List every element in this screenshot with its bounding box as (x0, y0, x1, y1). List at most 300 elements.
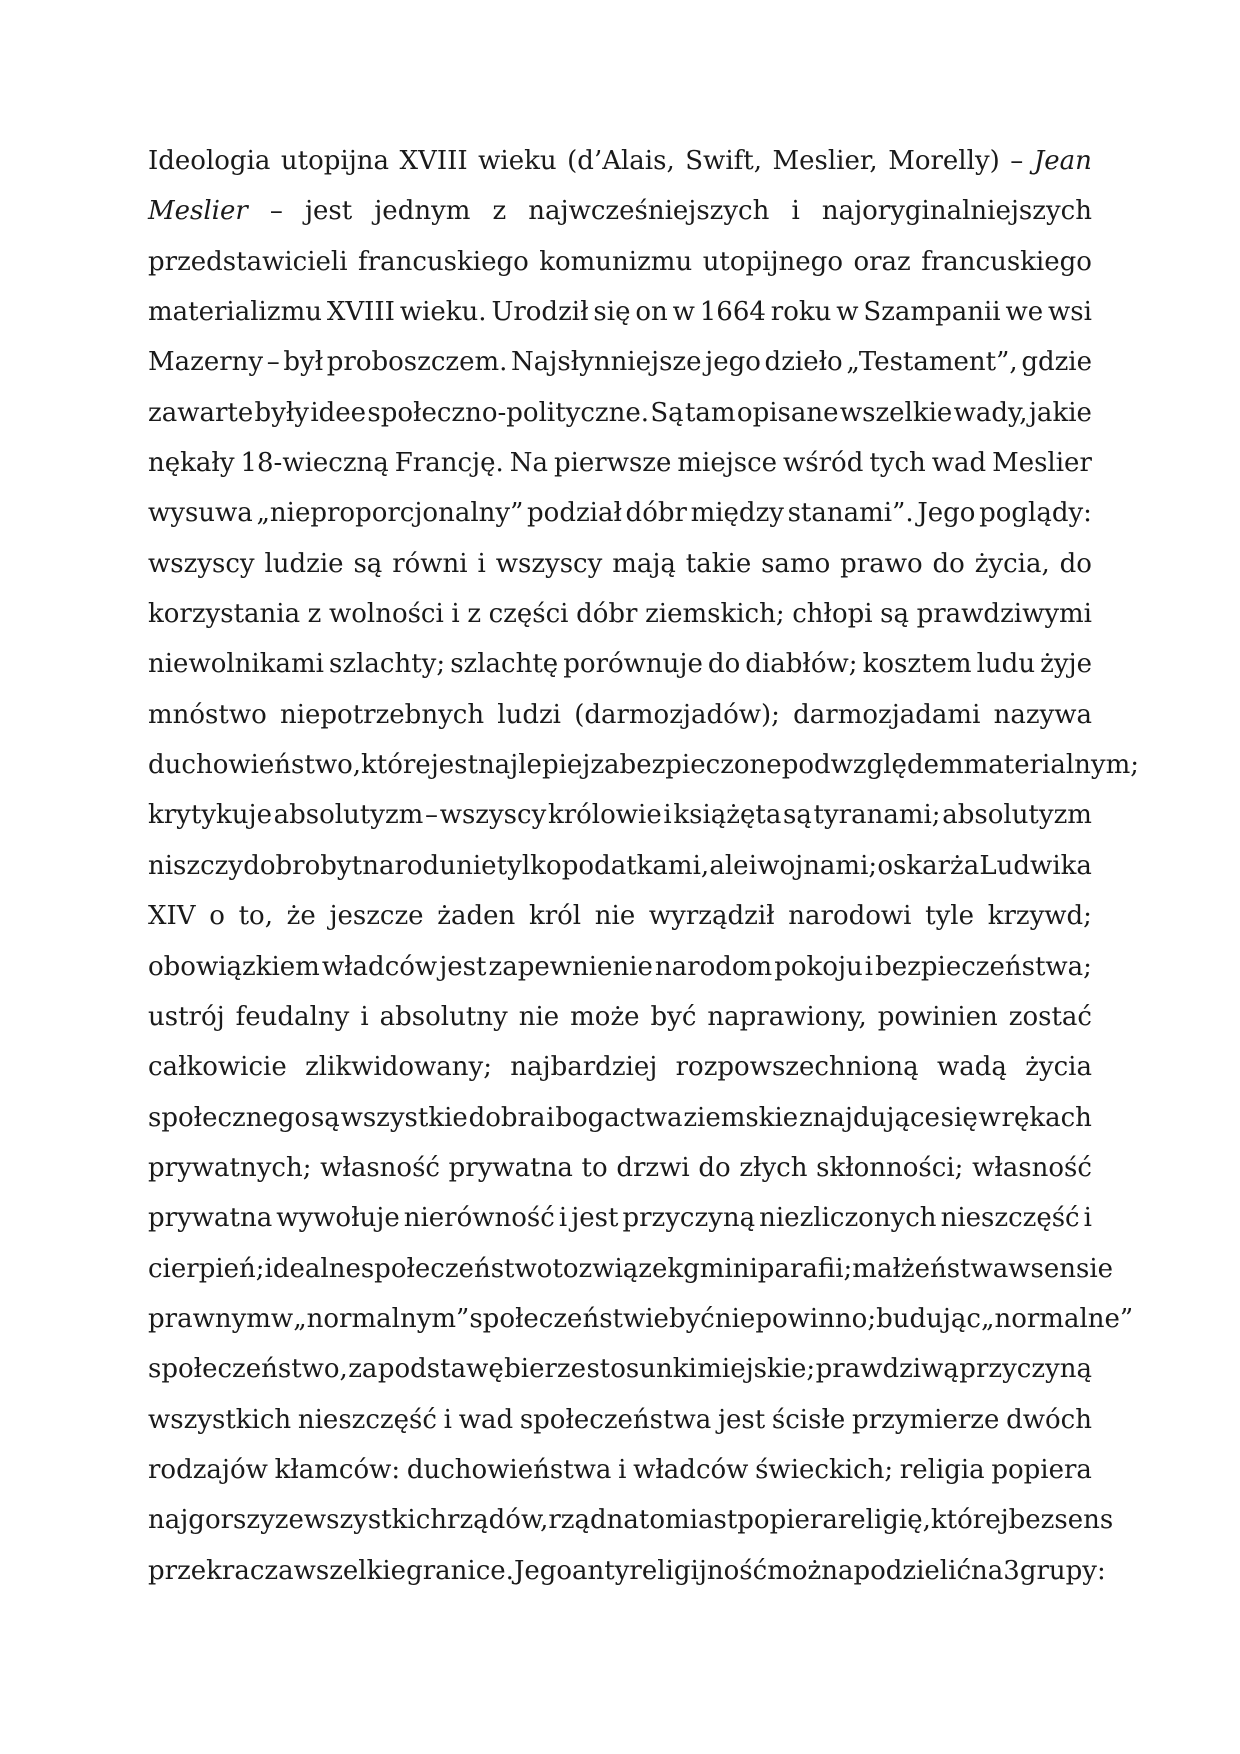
word: społeczeństwie (469, 1303, 669, 1334)
text-line (148, 1100, 1092, 1150)
text-line (148, 344, 1092, 394)
word: wolności (328, 599, 444, 630)
word: jest (571, 1203, 619, 1234)
word: diabłów; (745, 649, 858, 680)
word: XVIII (399, 146, 468, 176)
word: z (467, 599, 482, 630)
word: żyje (1040, 649, 1092, 680)
word: nie (714, 1303, 756, 1334)
word: wszyscy (495, 548, 603, 579)
word: części (488, 599, 569, 630)
word: mnóstwo (148, 699, 267, 730)
word: naprawiony, (707, 1001, 867, 1032)
word: feudalny (235, 1001, 350, 1032)
word: w (672, 297, 695, 328)
word: można (767, 1555, 854, 1586)
word: zlikwidowany; (305, 1052, 492, 1083)
word: zabezpieczone (590, 750, 782, 781)
word: król (528, 901, 582, 932)
word: niepotrzebnych (279, 699, 485, 730)
word: nękały (148, 448, 235, 479)
word: nieszczęść (940, 1203, 1080, 1234)
word: nierówność (403, 1203, 555, 1234)
word: własność (972, 1152, 1092, 1183)
word: dóbr (625, 498, 687, 529)
text-line (148, 193, 1092, 243)
word: „normalnym” (293, 1303, 470, 1334)
word: najwcześniejszych (528, 196, 770, 227)
word: rządów, (447, 1505, 549, 1536)
word: i (864, 951, 874, 982)
word: są (880, 599, 909, 630)
word: bezsens (1008, 1505, 1114, 1536)
word: narodom (654, 951, 773, 982)
word: najgorszy (148, 1505, 275, 1536)
word: utopijnego (702, 246, 843, 277)
word: chłopi (792, 599, 873, 630)
word: narodu (362, 850, 456, 881)
text-line (148, 999, 1092, 1049)
word: granice. (406, 1555, 514, 1586)
word: (darmozjadów); (574, 699, 780, 730)
text-line (148, 244, 1092, 294)
word: i (477, 548, 486, 579)
word: „nieproporcjonalny” (256, 498, 524, 529)
text-line (148, 949, 1092, 999)
word: oraz (853, 246, 911, 277)
word: antyreligijność (572, 1555, 768, 1586)
word: XIV (148, 901, 196, 932)
word: jego (705, 347, 761, 378)
word: Meslier, (772, 146, 878, 176)
text-line (148, 546, 1092, 596)
word: krytykuje (148, 800, 272, 831)
word: wszyscy (148, 548, 255, 579)
word: prawnym (148, 1303, 271, 1334)
word: władców (321, 951, 438, 982)
word: wieku. (399, 297, 487, 328)
word: podział (527, 498, 622, 529)
word: jednym (374, 196, 471, 227)
word: „Testament”, (846, 347, 1018, 378)
word: w (978, 1102, 1001, 1133)
word: prywatna (448, 1152, 573, 1183)
word: najlepiej (477, 750, 591, 781)
word: prawdziwymi (916, 599, 1092, 630)
word: królowie (547, 800, 662, 831)
text-line (148, 697, 1092, 747)
word: żaden (437, 901, 516, 932)
word: 1664 (699, 297, 766, 328)
word: idealne (264, 1253, 361, 1284)
word: duchowieństwo, (148, 750, 362, 781)
word: prawo (840, 548, 923, 579)
word: obowiązkiem (148, 951, 320, 982)
word: idee (310, 397, 367, 428)
word: niszczy (148, 850, 244, 881)
word: absolutyzm (273, 800, 424, 831)
word: które (361, 750, 431, 781)
word: ścisłe (771, 1404, 846, 1435)
word: życia, (974, 548, 1050, 579)
word: Mazerny (148, 347, 264, 378)
word: dzieło (764, 347, 843, 378)
word: wyrządził (648, 901, 775, 932)
word: dobrobyt (243, 850, 363, 881)
word: wszyscy (439, 800, 547, 831)
word: tam (684, 397, 736, 428)
word: i (451, 599, 460, 630)
word: XVIII (326, 297, 395, 328)
word: Meslier (992, 448, 1092, 479)
word: ludu (976, 649, 1036, 680)
word: prawdziwą (815, 1354, 959, 1385)
word: tyranami; (813, 800, 941, 831)
word: popiera (991, 1454, 1092, 1485)
word: Swift, (685, 146, 762, 176)
word: rząd (548, 1505, 607, 1536)
word: Jego (513, 1555, 573, 1586)
text-line (148, 1402, 1092, 1452)
word: tylko (496, 850, 562, 881)
text-line (148, 395, 1092, 445)
word: „normalne” (981, 1303, 1134, 1334)
word: ludzi (497, 699, 561, 730)
word: się (593, 297, 631, 328)
word: są (783, 800, 812, 831)
word: wywołuje (276, 1203, 400, 1234)
word: to, (238, 901, 273, 932)
word: przyczyną (622, 1203, 756, 1234)
text-line (148, 1200, 1092, 1250)
word: religię, (837, 1505, 931, 1536)
word: i (663, 800, 672, 831)
word: do (932, 548, 965, 579)
word: cierpień; (148, 1253, 265, 1284)
word: i (791, 196, 800, 227)
word: z (492, 196, 507, 227)
word: to (581, 1152, 608, 1183)
word: tyle (925, 901, 975, 932)
text-line (148, 445, 1092, 495)
word: wszelkie (293, 1555, 407, 1586)
word: Meslier (148, 196, 248, 227)
word: wysuwa (148, 498, 253, 529)
word: jest (304, 196, 353, 227)
word: rękach (1001, 1102, 1092, 1133)
word: wsi (1048, 297, 1092, 328)
word: Najsłynniejsze (511, 347, 702, 378)
word: Ideologia (148, 146, 271, 176)
word: na (971, 1555, 1004, 1586)
word: społecznego (148, 1102, 311, 1133)
word: wśród (783, 448, 864, 479)
word: i (1083, 1203, 1092, 1234)
word: całkowicie (148, 1052, 287, 1083)
word: względem (830, 750, 964, 781)
word: w (836, 297, 859, 328)
word: opisane (736, 397, 839, 428)
word: miejsce (677, 448, 778, 479)
word: takie (685, 548, 752, 579)
word: nazywa (993, 699, 1092, 730)
text-line (148, 848, 1092, 898)
word: jakie (1028, 397, 1092, 428)
word: zostać (1008, 1001, 1092, 1032)
text-line (148, 495, 1092, 545)
word: wieku (478, 146, 557, 176)
word: pod (781, 750, 831, 781)
word: władców (633, 1454, 749, 1485)
word: Szampanii (863, 297, 1001, 328)
word: ale (709, 850, 749, 881)
word: 18-wieczną (240, 448, 389, 479)
word: roku (770, 297, 832, 328)
word: kłamców: (274, 1454, 401, 1485)
word: bezpieczeństwa; (875, 951, 1092, 982)
word: – (266, 347, 280, 378)
word: są (310, 1102, 340, 1133)
word: zawarte (148, 397, 254, 428)
text-line (148, 1251, 1114, 1301)
word: przyczyną (959, 1354, 1092, 1385)
word: życia (1025, 1052, 1092, 1083)
word: wszystkich (148, 1404, 292, 1435)
text-line (148, 143, 1092, 193)
text-line (148, 596, 1092, 646)
word: komunizmu (539, 246, 693, 277)
word: podzielić (853, 1555, 972, 1586)
word: samo (761, 548, 831, 579)
word: nie (456, 850, 497, 881)
body-paragraph (148, 143, 1140, 1603)
word: miejskie; (697, 1354, 816, 1385)
word: niezliczonych (759, 1203, 937, 1234)
word: francuskiego (921, 246, 1092, 277)
word: wszelkie (839, 397, 953, 428)
word: nie (518, 1001, 560, 1032)
word: i (360, 1001, 369, 1032)
word: najbardziej (510, 1052, 658, 1083)
word: przekracza (148, 1555, 294, 1586)
word: poglądy: (979, 498, 1092, 529)
word: we (1005, 297, 1044, 328)
word: jest (430, 750, 478, 781)
text-line (148, 1301, 1134, 1351)
text-line (148, 747, 1140, 797)
text-line (148, 1553, 1106, 1603)
word: najoryginalniejszych (821, 196, 1092, 227)
word: ziemskie (683, 1102, 799, 1133)
word: wad (931, 448, 987, 479)
word: – (269, 196, 283, 227)
word: Francję. (394, 448, 504, 479)
word: szlachtę (450, 649, 559, 680)
word: w (1008, 1253, 1031, 1284)
word: drzwi (616, 1152, 690, 1183)
word: być (650, 1001, 697, 1032)
word: on (635, 297, 668, 328)
word: w (270, 1303, 294, 1334)
word: Są (650, 397, 684, 428)
word: kosztem (862, 649, 972, 680)
word: za (348, 1354, 378, 1385)
word: Na (509, 448, 548, 479)
word: pokoju (774, 951, 863, 982)
word: dóbr (576, 599, 638, 630)
word: krzywd; (987, 901, 1092, 932)
word: powinien (877, 1001, 998, 1032)
word: natomiast (606, 1505, 738, 1536)
word: społeczeństwa (519, 1404, 712, 1435)
word: równi (392, 548, 468, 579)
word: utopijna (280, 146, 390, 176)
word: tych (869, 448, 926, 479)
word: może (570, 1001, 640, 1032)
word: nieszczęść (297, 1404, 437, 1435)
word: ze (274, 1505, 304, 1536)
word: oskarża (877, 850, 980, 881)
word: i (749, 1253, 758, 1284)
word: nie (594, 901, 636, 932)
word: związek (578, 1253, 684, 1284)
word: były (254, 397, 309, 428)
word: społeczeństwo (360, 1253, 553, 1284)
word: narodowi (788, 901, 912, 932)
word: ziemskich; (645, 599, 785, 630)
word: małżeństwa (852, 1253, 1009, 1284)
word: bierze (504, 1354, 587, 1385)
word: rozpowszechnioną (675, 1052, 919, 1083)
word: przedstawicieli (148, 246, 348, 277)
word: i (443, 1404, 452, 1435)
word: wojnami; (757, 850, 878, 881)
word: której (930, 1505, 1009, 1536)
word: wad (458, 1404, 514, 1435)
word: się (940, 1102, 978, 1133)
word: szlachty; (329, 649, 446, 680)
word: świeckich; (755, 1454, 894, 1485)
word: wadą (936, 1052, 1007, 1083)
word: materialnym; (963, 750, 1140, 781)
word: do (1059, 548, 1092, 579)
text-line (148, 1502, 1114, 1552)
word: prywatna (148, 1203, 273, 1234)
word: znajdujące (798, 1102, 940, 1133)
word: religia (899, 1454, 985, 1485)
word: zapewnienie (488, 951, 653, 982)
word: własność (320, 1152, 440, 1183)
word: dwóch (1006, 1404, 1092, 1435)
word: podstawę (377, 1354, 504, 1385)
word: i (558, 1203, 568, 1234)
word: Jean (1033, 146, 1092, 176)
text-line (148, 797, 1092, 847)
word: wszystkich (303, 1505, 448, 1536)
word: i (618, 1454, 627, 1485)
text-line (148, 1351, 1092, 1401)
word: do (707, 649, 741, 680)
word: (d’Alais, (567, 146, 675, 176)
word: podatkami, (561, 850, 710, 881)
word: pierwsze (553, 448, 672, 479)
word: grupy: (1019, 1555, 1106, 1586)
word: gmin (683, 1253, 750, 1284)
text-line (148, 1150, 1092, 1200)
text-line (148, 646, 1092, 696)
word: Urodził (491, 297, 589, 328)
word: sensie (1030, 1253, 1114, 1284)
word: skłonności; (816, 1152, 964, 1183)
word: materializmu (148, 297, 322, 328)
word: to (552, 1253, 579, 1284)
word: ustrój (148, 1001, 225, 1032)
word: stosunki (586, 1354, 697, 1385)
text-line (148, 1452, 1092, 1502)
word: dobra (468, 1102, 546, 1133)
word: 3 (1003, 1555, 1020, 1586)
word: są (353, 548, 383, 579)
word: francuskiego (358, 246, 529, 277)
word: prywatnych; (148, 1152, 312, 1183)
word: jest (439, 951, 487, 982)
word: niewolnikami (148, 649, 324, 680)
word: był (283, 347, 324, 378)
word: absolutny (379, 1001, 508, 1032)
word: proboszczem. (326, 347, 508, 378)
word: i (546, 1102, 555, 1133)
text-line (148, 294, 1092, 344)
word: książęta (673, 800, 782, 831)
text-line (148, 898, 1092, 948)
word: darmozjadami (793, 699, 981, 730)
word: mają (612, 548, 676, 579)
word: Jego (917, 498, 976, 529)
word: jeszcze (329, 901, 424, 932)
text-line (148, 1049, 1092, 1099)
word: do (698, 1152, 731, 1183)
word: powinno; (755, 1303, 877, 1334)
word: i (748, 850, 758, 881)
word: jest (717, 1404, 766, 1435)
word: gdzie (1021, 347, 1092, 378)
word: ludzie (264, 548, 344, 579)
word: z (307, 599, 322, 630)
word: być (668, 1303, 715, 1334)
word: popiera (737, 1505, 838, 1536)
word: Morelly) (888, 146, 1000, 176)
word: stanami”. (787, 498, 914, 529)
word: Ludwika (979, 850, 1092, 881)
word: korzystania (148, 599, 301, 630)
word: społeczno-polityczne. (367, 397, 650, 428)
word: – (1010, 146, 1024, 176)
word: parafii; (757, 1253, 853, 1284)
word: wady, (953, 397, 1028, 428)
word: o (209, 901, 225, 932)
word: przymierze (852, 1404, 1000, 1435)
word: że (286, 901, 316, 932)
word: porównuje (563, 649, 703, 680)
word: złych (739, 1152, 808, 1183)
word: społeczeństwo, (148, 1354, 348, 1385)
word: absolutyzm (942, 800, 1092, 831)
word: – (425, 800, 439, 831)
word: bogactwa (555, 1102, 683, 1133)
word: między (690, 498, 784, 529)
word: duchowieństwa (406, 1454, 612, 1485)
word: budując (876, 1303, 981, 1334)
